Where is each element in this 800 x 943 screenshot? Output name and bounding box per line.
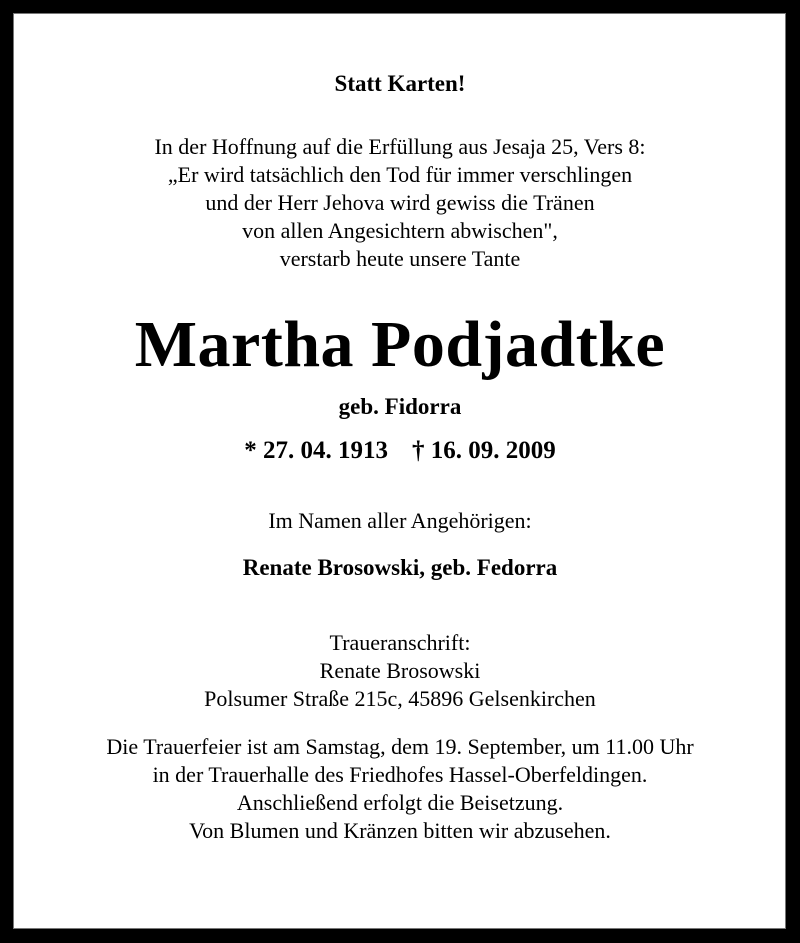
intro-line: In der Hoffnung auf die Erfüllung aus Jesaja 25, Vers 8:: [154, 134, 646, 159]
intro-line: von allen Angesichtern abwischen",: [242, 218, 558, 243]
birth-date: * 27. 04. 1913: [244, 437, 388, 464]
life-dates: [0, 438, 800, 463]
ceremony-line: Von Blumen und Kränzen bitten wir abzusehen.: [189, 818, 611, 843]
ceremony-line: Die Trauerfeier ist am Samstag, dem 19. September, um 11.00 Uhr: [106, 734, 694, 759]
address-line: Polsumer Straße 215c, 45896 Gelsenkirchen: [204, 686, 596, 711]
death-date: † 16. 09. 2009: [412, 437, 556, 464]
mourner-name: Renate Brosowski, geb. Fedorra: [242, 555, 558, 580]
heading: Statt Karten!: [334, 71, 466, 96]
ceremony-line: in der Trauerhalle des Friedhofes Hassel-Oberfeldingen.: [152, 762, 648, 787]
maiden-name: geb. Fidorra: [338, 394, 462, 419]
address-line: Traueranschrift:: [329, 630, 471, 655]
address-line: Renate Brosowski: [319, 658, 481, 683]
intro-line: verstarb heute unsere Tante: [279, 246, 521, 271]
intro-line: „Er wird tatsächlich den Tod für immer verschlingen: [167, 162, 633, 187]
deceased-name: Martha Podjadtke: [134, 308, 666, 381]
intro-line: und der Herr Jehova wird gewiss die Tränen: [205, 190, 595, 215]
on-behalf-label: Im Namen aller Angehörigen:: [268, 508, 532, 533]
ceremony-line: Anschließend erfolgt die Beisetzung.: [236, 790, 564, 815]
